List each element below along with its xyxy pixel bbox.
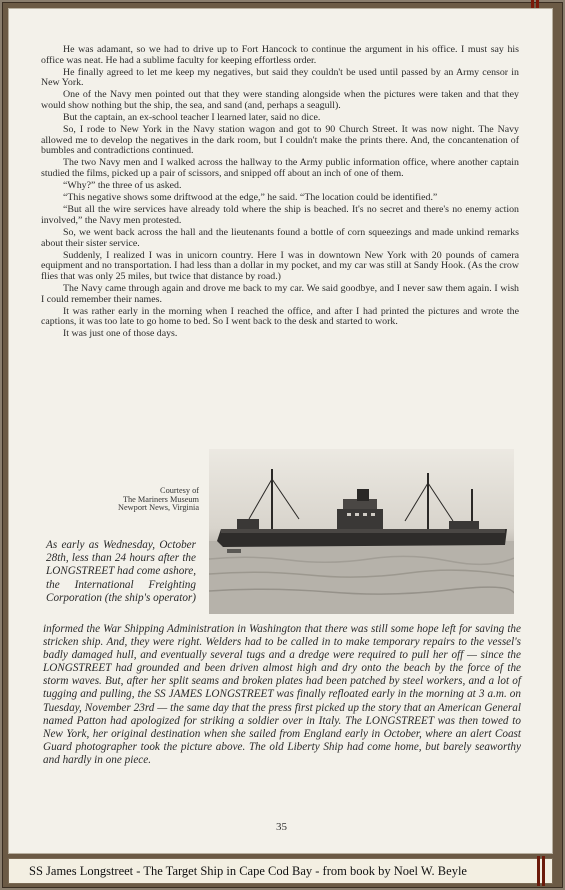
accent-bar bbox=[542, 856, 545, 886]
book-page bbox=[8, 8, 553, 854]
body-text bbox=[41, 45, 519, 341]
paragraph: But the captain, an ex-school teacher I learned later, said no dice. bbox=[63, 112, 321, 124]
paragraph: The Navy came through again and drove me back to my car. We said goodbye, and I never saw them again. I wish I could remember their names. bbox=[41, 282, 519, 305]
paragraph: “This negative shows some driftwood at the edge,” he said. “The location could be identified.” bbox=[63, 192, 438, 204]
photo-caption-continued: informed the War Shipping Administration in Washington that there was still some hope left for saving the stricken ship. And, they were right. Welders had to be called in to make temporary repairs to the vessel's badly damaged hull, and eventually several tugs and a dredge were required to pull her off — since the LONGSTREET had grounded and been driven almost high and dry onto the beach by the force of the storm waves. But, after her split seams and broken plates had been patched by steel workers, and a lot of tugging and pulling, the SS JAMES LONGSTREET was finally refloated early in the morning at 3 a.m. on Tuesday, November 23rd — the same day that the press first picked up the story that an American General named Patton had apologized for striking a soldier over in Italy. The LONGSTREET was then towed to New York, her original destination when she sailed from England early in October, where an alert Coast Guard photographer took the picture above. The old Liberty Ship had come home, but barely seaworthy and hardly in one piece. bbox=[43, 623, 521, 766]
photo-credit: Courtesy of The Mariners Museum Newport News, Virginia bbox=[118, 486, 199, 513]
paragraph: It was rather early in the morning when I reached the office, and after I had printed the pictures and wrote the captions, it was too late to go home to bed. So I went back to the desk and started to work. bbox=[41, 305, 519, 328]
footer-caption: SS James Longstreet - The Target Ship in Cape Cod Bay - from book by Noel W. Beyle bbox=[8, 858, 553, 884]
paragraph: He finally agreed to let me keep my negatives, but said they couldn't be used until passed by an Army censor in New York. bbox=[41, 66, 519, 89]
paragraph: So, we went back across the hall and the lieutenants found a bottle of corn squeezings and made unkind remarks about their sister service. bbox=[41, 227, 519, 249]
photo-caption-start: As early as Wednesday, October 28th, less than 24 hours after the LONGSTREET had come ashore, the International Freighting Corporation (the ship's operator) bbox=[46, 539, 197, 604]
paragraph: So, I rode to New York in the Navy station wagon and got to 90 Church Street. It was now night. The Navy allowed me to develop the negatives in the dark room, but I couldn't make the prints there. And, the concantenation of bumbles and contradictions continued. bbox=[41, 124, 519, 157]
paragraph: The two Navy men and I walked across the hallway to the Army public information office, where another captain studied the films, picked up a pair of scissors, and snipped off about an inch of one of them. bbox=[41, 157, 519, 180]
paragraph: “But all the wire services have already told where the ship is beached. It's no secret and there's no enemy action involved,” the Navy men protested. bbox=[41, 204, 519, 226]
paragraph: Suddenly, I realized I was in unicorn country. Here I was in downtown New York with 20 pounds of camera equipment and no transportation. I had less than a dollar in my pocket, and my car was still at Sandy Hook. (As the crow flies that was only 25 miles, but twice that distance by road.) bbox=[41, 249, 519, 282]
footer-bars bbox=[537, 856, 547, 886]
paragraph: It was just one of those days. bbox=[63, 328, 178, 340]
ship-photo-area bbox=[204, 439, 522, 619]
liberty-ship-image bbox=[209, 449, 514, 614]
ship-photo bbox=[209, 449, 514, 614]
accent-bar bbox=[537, 856, 540, 886]
page-number: 35 bbox=[276, 821, 287, 833]
paragraph: One of the Navy men pointed out that they were standing alongside when the pictures were taken and that they would show nothing but the ship, the sea, and sand (and, perhaps a seagull). bbox=[41, 89, 519, 111]
paragraph: He was adamant, so we had to drive up to Fort Hancock to continue the argument in his office. I must say his office was neat. He had a sublime faculty for keeping effortless order. bbox=[41, 44, 519, 66]
paragraph: “Why?” the three of us asked. bbox=[63, 180, 182, 192]
